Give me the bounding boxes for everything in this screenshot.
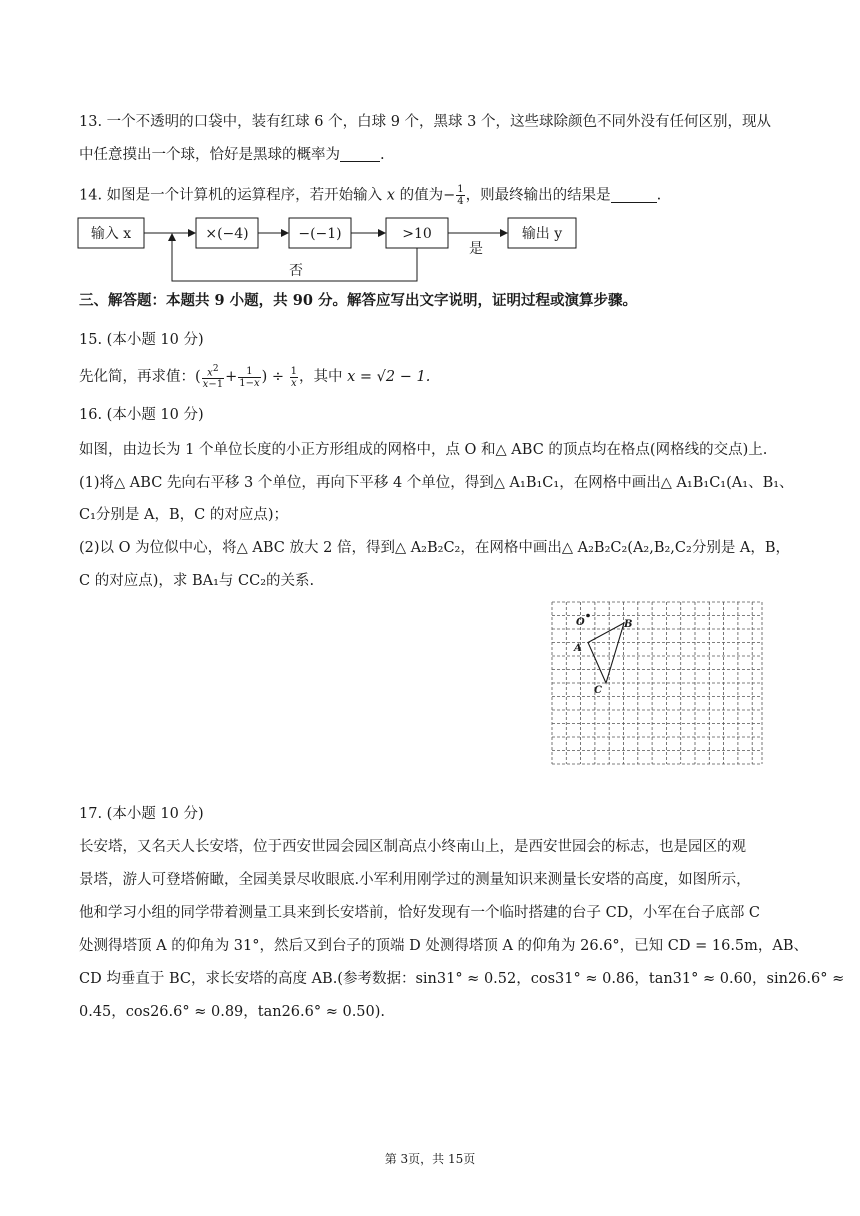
q17-line2: 景塔，游人可登塔俯瞰，全园美景尽收眼底.小军利用刚学过的测量知识来测量长安塔的高度，如图所示， xyxy=(79,872,751,888)
flow-step2-label: −(−1) xyxy=(298,226,342,242)
point-o xyxy=(586,614,590,618)
q14-pre: 14. 如图是一个计算机的运算程序，若开始输入 xyxy=(79,187,387,204)
section-heading: 三、解答题：本题共 9 小题，共 90 分。解答应写出文字说明，证明过程或演算步骤。 xyxy=(79,292,637,309)
q16-line1: 如图，由边长为 1 个单位长度的小正方形组成的网格中，点 O 和△ ABC 的顶点均在格点(网格线的交点)上. xyxy=(79,442,768,458)
q13-end: . xyxy=(380,147,385,163)
q16-line4: (2)以 O 为位似中心，将△ ABC 放大 2 倍，得到△ A₂B₂C₂，在网格中画出△ A₂B₂C₂(A₂,B₂,C₂分别是 A，B， xyxy=(79,540,791,556)
grid-figure xyxy=(548,598,768,770)
q17-line1: 长安塔，又名天人长安塔，位于西安世园会园区制高点小终南山上，是西安世园会的标志，也是园区的观 xyxy=(79,839,746,855)
flow-step1-label: ×(−4) xyxy=(205,226,249,242)
flowchart xyxy=(76,213,596,287)
flow-output-label: 输出 y xyxy=(521,226,563,242)
q14-neg: − xyxy=(443,187,456,204)
q17-line6: 0.45，cos26.6° ≈ 0.89，tan26.6° ≈ 0.50). xyxy=(79,1004,386,1020)
q14-end: . xyxy=(656,187,662,204)
q16-line2: (1)将△ ABC 先向右平移 3 个单位，再向下平移 4 个单位，得到△ A₁B₁C₁，在网格中画出△ A₁B₁C₁(A₁、B₁、 xyxy=(79,475,794,491)
q17-line5: CD 均垂直于 BC，求长安塔的高度 AB.(参考数据：sin31° ≈ 0.52，cos31° ≈ 0.86，tan31° ≈ 0.60，sin26.6° ≈ xyxy=(79,971,845,987)
q16-line5: C 的对应点)，求 BA₁与 CC₂的关系. xyxy=(79,573,315,589)
q17-line4: 处测得塔顶 A 的仰角为 31°，然后又到台子的顶端 D 处测得塔顶 A 的仰角为 26.6°，已知 CD = 16.5m，AB、 xyxy=(79,938,809,954)
flow-input-label: 输入 x xyxy=(90,226,132,242)
q14-mid: 的值为 xyxy=(394,187,444,204)
flow-yes-label: 是 xyxy=(469,241,483,257)
answer-blank xyxy=(611,188,657,203)
q14-var: x xyxy=(386,187,395,204)
label-c: C xyxy=(594,685,602,696)
q15-where: ，其中 xyxy=(299,369,348,386)
q14-post: ，则最终输出的结果是 xyxy=(465,187,611,204)
q15-text xyxy=(79,364,784,390)
label-b: B xyxy=(624,619,633,630)
q14-text xyxy=(79,184,784,207)
q16-line3: C₁分别是 A，B，C 的对应点)； xyxy=(79,507,289,523)
flow-no-label: 否 xyxy=(289,263,303,279)
answer-blank xyxy=(340,147,380,162)
q13-line2-text: 中任意摸出一个球，恰好是黑球的概率为 xyxy=(79,147,340,163)
q15-value: x = √2 − 1. xyxy=(347,369,431,386)
q15-title: 15. (本小题 10 分) xyxy=(79,332,204,348)
q13-line1: 13. 一个不透明的口袋中，装有红球 6 个，白球 9 个，黑球 3 个，这些球除颜色不同外没有任何区别，现从 xyxy=(79,114,771,130)
q15-expression: ( $\frac{x^2}{x-1}$ + $\frac{1}{1-x}$ ) ÷ $\frac{1}{x}$ xyxy=(195,364,298,391)
q13-line2 xyxy=(79,145,784,165)
q15-pre: 先化简，再求值： xyxy=(79,369,195,386)
page-footer: 第 3页，共 15页 xyxy=(384,1152,476,1166)
triangle-abc xyxy=(588,623,624,683)
label-a: A xyxy=(574,643,582,654)
q17-line3: 他和学习小组的同学带着测量工具来到长安塔前，恰好发现有一个临时搭建的台子 CD，小军在台子底部 C xyxy=(79,905,761,921)
flow-cond-label: >10 xyxy=(402,226,432,242)
q16-title: 16. (本小题 10 分) xyxy=(79,407,204,423)
q17-title: 17. (本小题 10 分) xyxy=(79,806,204,822)
q14-fraction: $\frac{1}{4}$ xyxy=(457,184,464,207)
label-o: O xyxy=(576,617,585,628)
